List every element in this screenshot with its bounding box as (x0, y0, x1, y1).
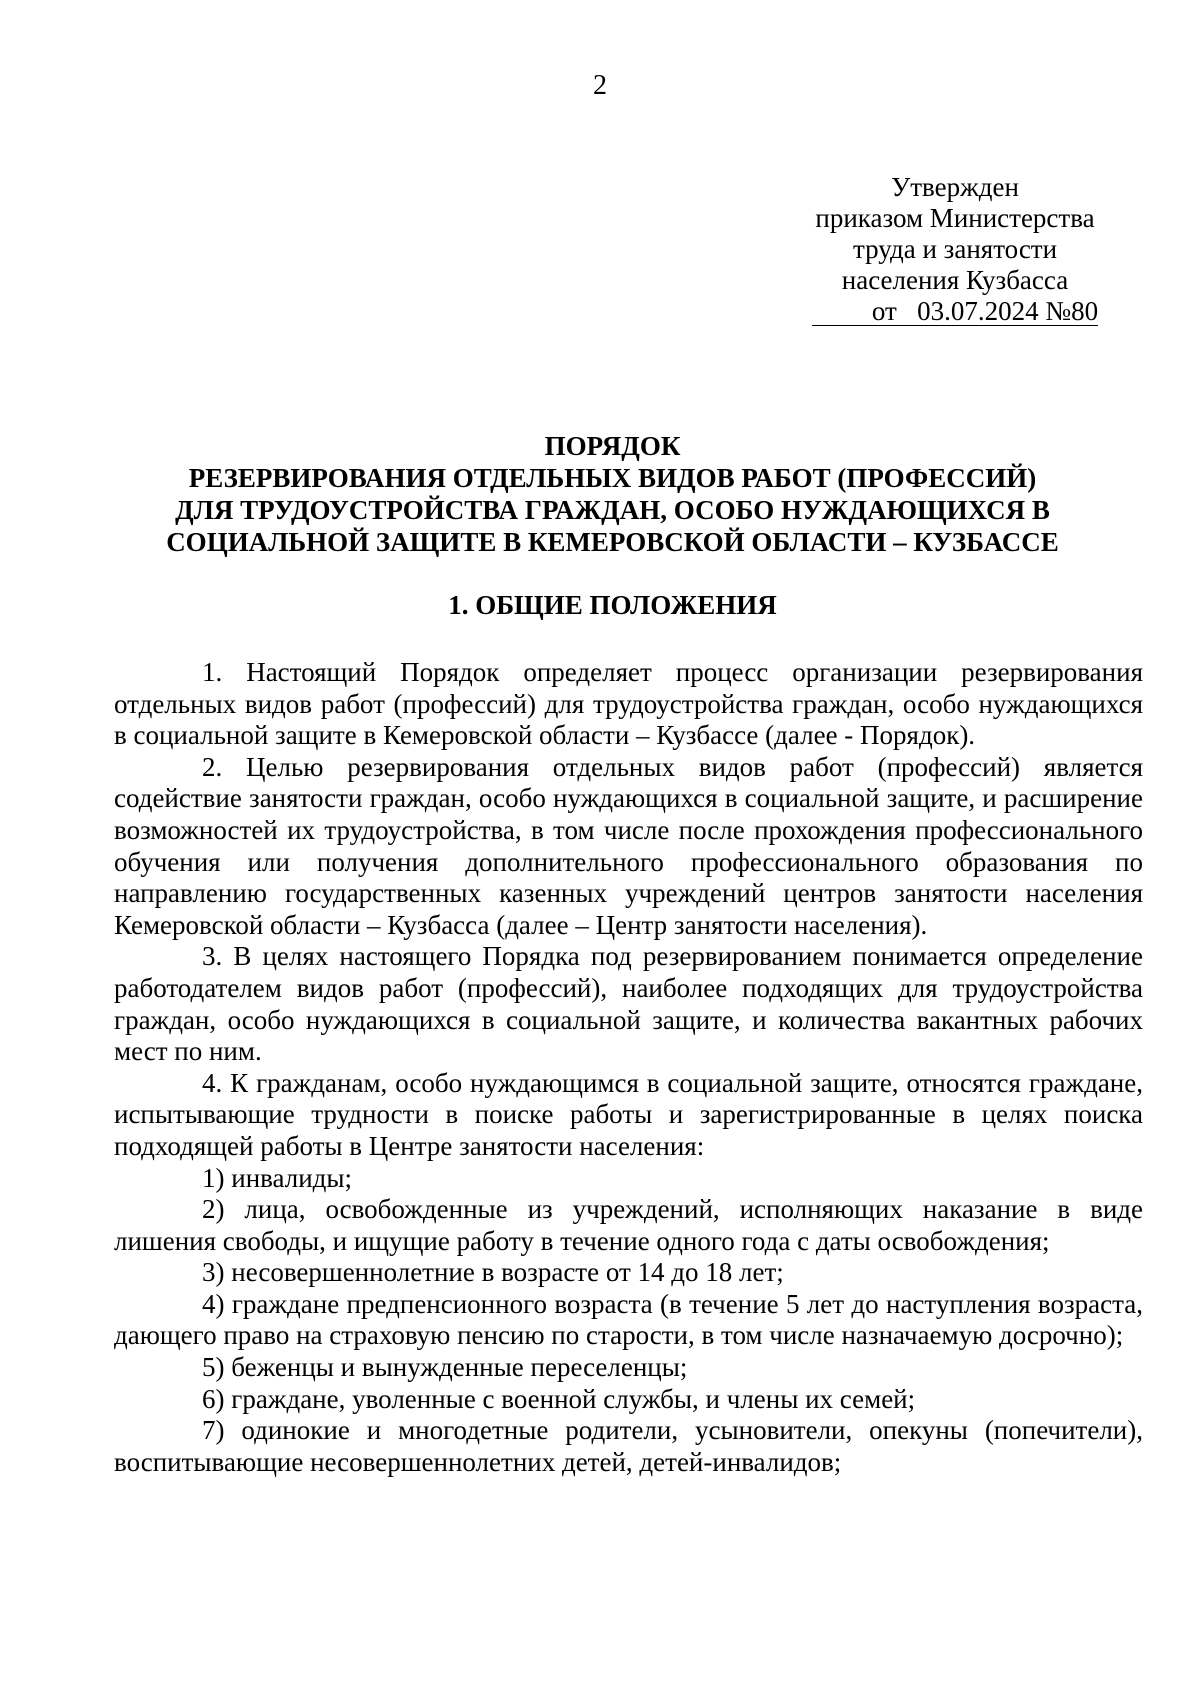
list-item: 4) граждане предпенсионного возраста (в течение 5 лет до наступления возраста, дающего право на страховую пенсию по старости, в том числе назначаемую досрочно); (114, 1288, 1143, 1351)
list-item: 1) инвалиды; (202, 1162, 353, 1193)
document-title (120, 430, 1105, 558)
title-line-4: СОЦИАЛЬНОЙ ЗАЩИТЕ В КЕМЕРОВСКОЙ ОБЛАСТИ – КУЗБАССЕ (166, 527, 1059, 557)
title-line-1: ПОРЯДОК (544, 431, 681, 461)
paragraph: 1. Настоящий Порядок определяет процесс организации резервирования отдельных видов работ (профессий) для трудоустройства граждан, особо нуждающихся в социальной защите в Кемеровской области – Кузбассе (далее - Порядок). (114, 657, 1143, 751)
approval-line-3: труда и занятости (852, 234, 1058, 264)
title-line-3: ДЛЯ ТРУДОУСТРОЙСТВА ГРАЖДАН, ОСОБО НУЖДАЮЩИХСЯ В (175, 495, 1050, 525)
list-item: 7) одинокие и многодетные родители, усыновители, опекуны (попечители), воспитывающие несовершеннолетних детей, детей-инвалидов; (114, 1415, 1143, 1477)
list-item: 3) несовершеннолетние в возрасте от 14 до 18 лет; (202, 1257, 784, 1288)
approval-line-1: Утвержден (891, 172, 1019, 202)
paragraph: 2. Целью резервирования отдельных видов работ (профессий) является содействие занятости граждан, особо нуждающихся в социальной защите, и расширение возможностей их трудоустройства, в том числе после прохождения профессионального обучения или получения дополнительного профессионального образования по направлению государственных казенных учреждений центров занятости населения Кемеровской области – Кузбасса (далее – Центр занятости населения). (114, 751, 1143, 940)
paragraph: 3. В целях настоящего Порядка под резервированием понимается определение работодателем видов работ (профессий), наиболее подходящих для трудоустройства граждан, особо нуждающихся в социальной защите, и количества вакантных рабочих мест по ним. (114, 941, 1143, 1067)
approval-stamp (790, 172, 1120, 327)
section-heading: 1. ОБЩИЕ ПОЛОЖЕНИЯ (448, 590, 777, 620)
paragraph: 4. К гражданам, особо нуждающимся в социальной защите, относятся граждане, испытывающие трудности в поиске работы и зарегистрированные в целях поиска подходящей работы в Центре занятости населения: (114, 1067, 1143, 1161)
approval-line-2: приказом Министерства (815, 203, 1095, 233)
approval-line-4: населения Кузбасса (841, 265, 1069, 295)
approval-date-line: от 03.07.2024 №80 (812, 297, 1098, 326)
list-item: 5) беженцы и вынужденные переселенцы; (202, 1352, 688, 1383)
list-item: 6) граждане, уволенные с военной службы, и члены их семей; (202, 1383, 916, 1414)
page-number: 2 (593, 70, 607, 101)
body-text (114, 657, 1143, 1478)
list-item: 2) лица, освобожденные из учреждений, исполняющих наказание в виде лишения свободы, и ищущие работу в течение одного года с даты освобождения; (114, 1194, 1143, 1256)
title-line-2: РЕЗЕРВИРОВАНИЯ ОТДЕЛЬНЫХ ВИДОВ РАБОТ (ПРОФЕССИЙ) (188, 463, 1037, 493)
